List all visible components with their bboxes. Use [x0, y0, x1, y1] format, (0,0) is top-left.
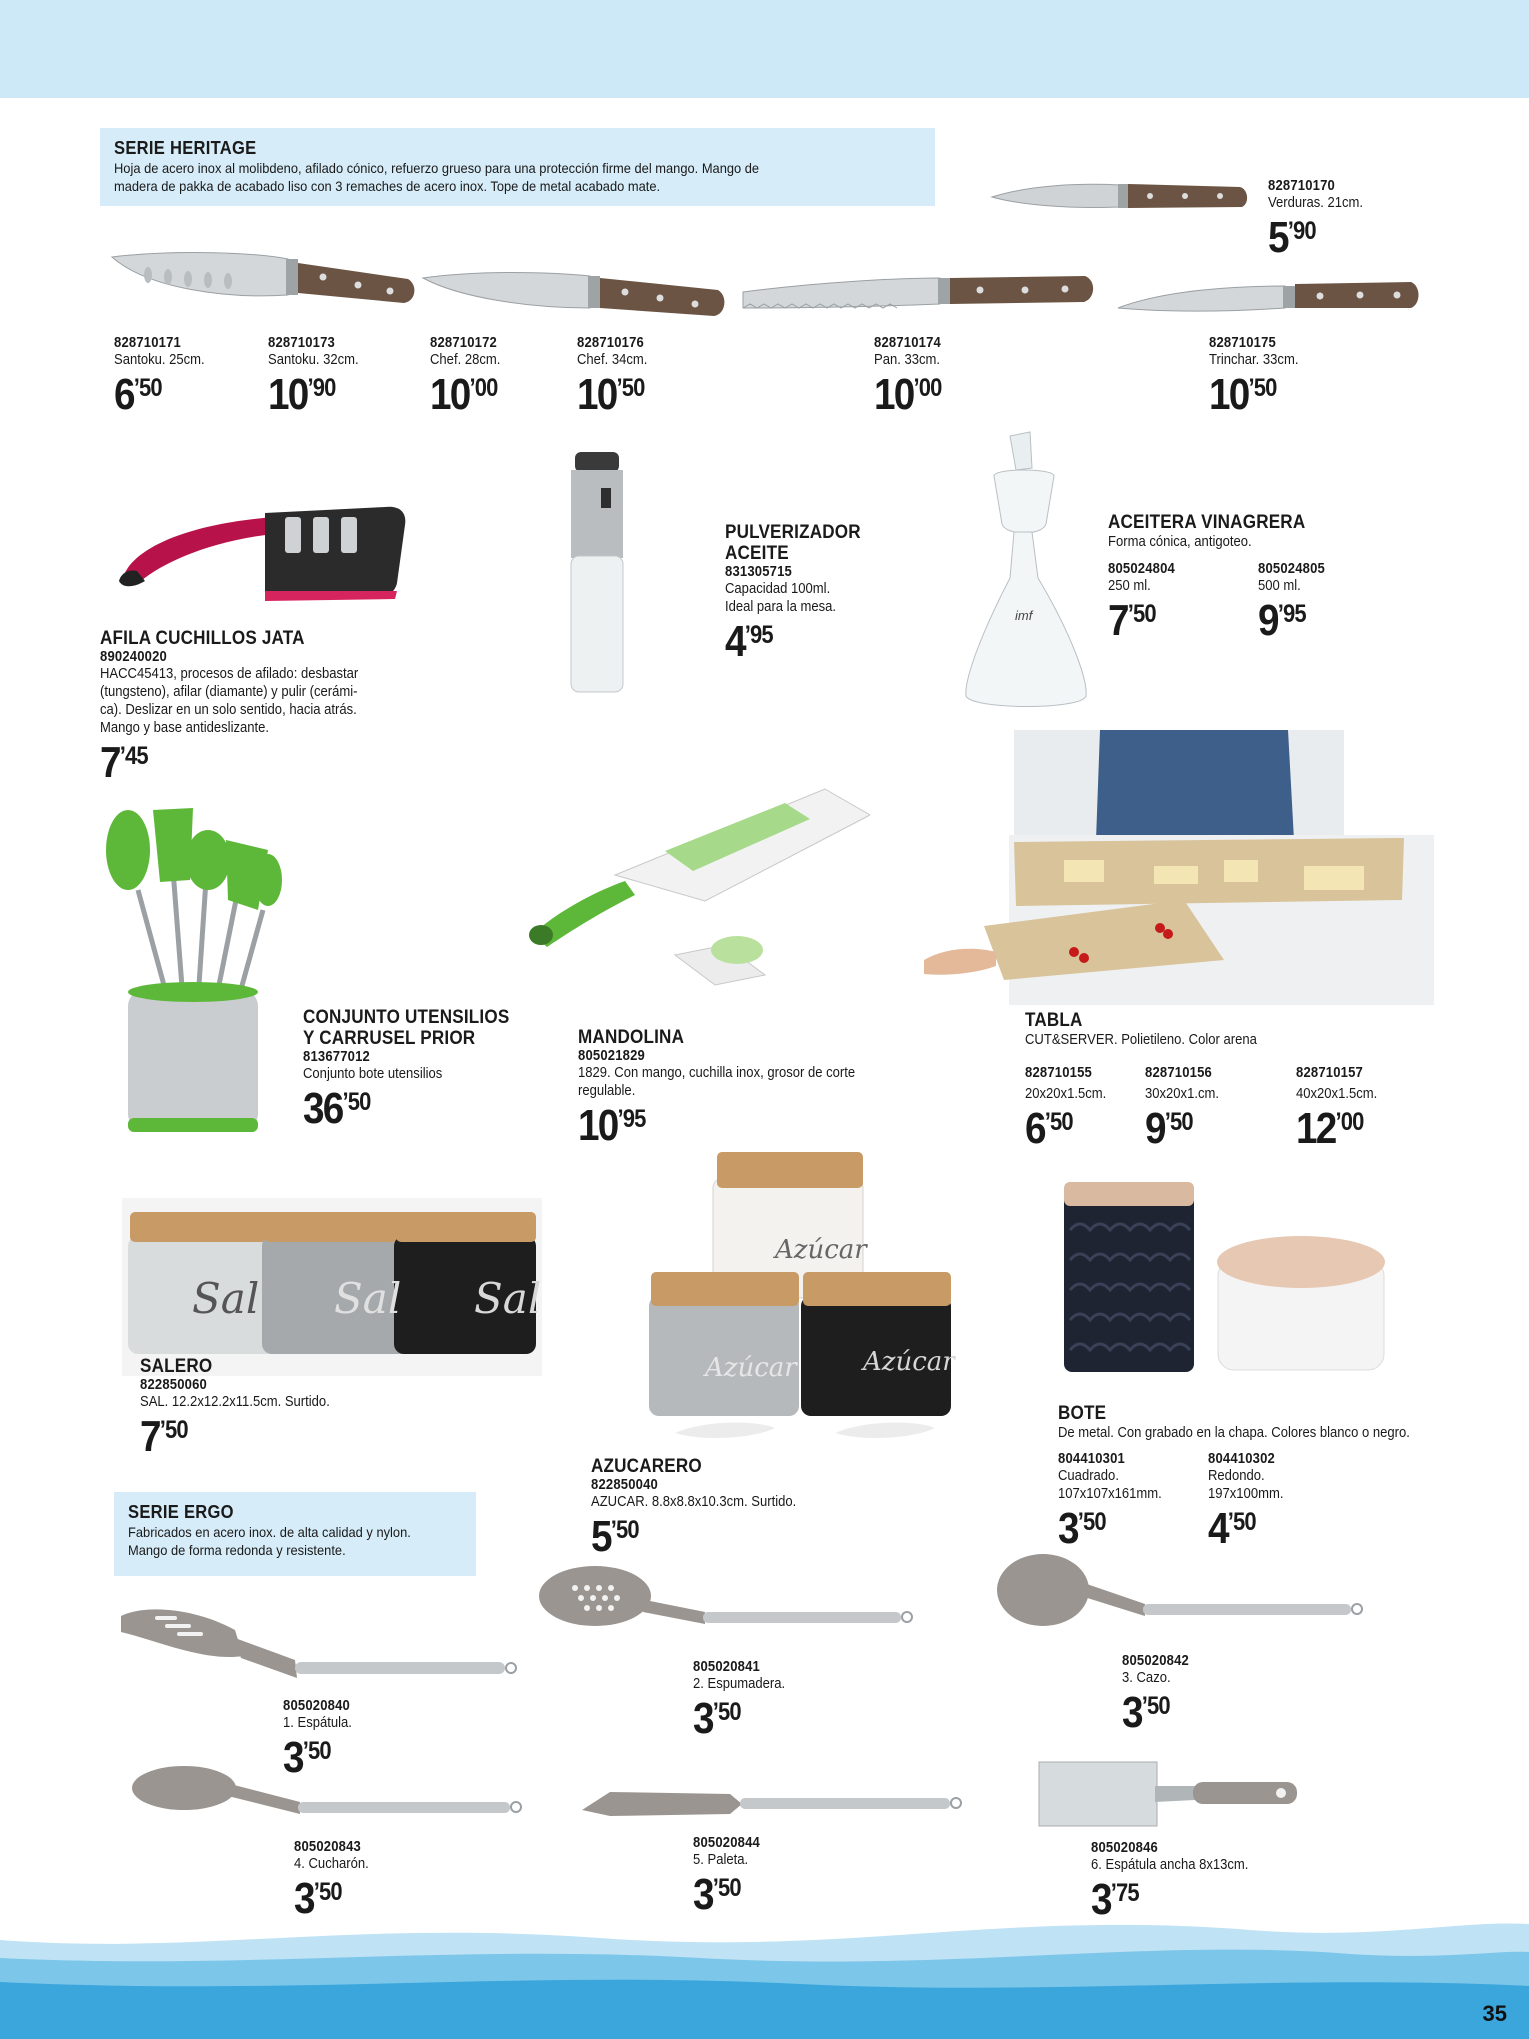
product-code: 805020842	[1122, 1653, 1189, 1669]
sugar-jar-text-1: Azúcar	[775, 1235, 867, 1265]
product-desc-1: Redondo.	[1208, 1468, 1265, 1484]
product-code: 805020846	[1091, 1840, 1158, 1856]
sugar-jar-text-2: Azúcar	[705, 1353, 797, 1383]
salero-desc: SAL. 12.2x12.2x11.5cm. Surtido.	[140, 1394, 330, 1410]
afila-price: 7’45	[100, 738, 148, 787]
product-desc: Chef. 34cm.	[577, 352, 648, 368]
product-805024805	[1258, 561, 1332, 643]
product-804410301	[1058, 1451, 1173, 1551]
product-code: 828710156	[1145, 1065, 1212, 1081]
product-828710172	[430, 335, 508, 417]
afila-desc-2: (tungsteno), afilar (diamante) y pulir (cerámi-	[100, 684, 358, 700]
aceitera-desc: Forma cónica, antigoteo.	[1108, 534, 1252, 550]
salt-jar-text-3: Sal	[474, 1274, 542, 1323]
pulverizador-code: 831305715	[725, 564, 792, 580]
knife-trinchar-image	[1115, 278, 1425, 320]
product-desc: 40x20x1.5cm.	[1296, 1086, 1378, 1102]
product-code: 828710171	[114, 335, 181, 351]
bottom-wave	[0, 1900, 1529, 2039]
bote-title: BOTE	[1058, 1403, 1107, 1424]
product-desc: 1. Espátula.	[283, 1715, 352, 1731]
bote-desc: De metal. Con grabado en la chapa. Colores blanco o negro.	[1058, 1425, 1410, 1441]
sugar-jar-text-3: Azúcar	[863, 1347, 955, 1377]
product-code: 828710155	[1025, 1065, 1092, 1081]
product-price: 3’50	[693, 1870, 741, 1919]
afila-code: 890240020	[100, 649, 167, 665]
product-828710174	[874, 335, 951, 417]
product-805020846	[1091, 1840, 1266, 1922]
pulverizador-title-1: PULVERIZADOR	[725, 522, 861, 543]
product-828710155	[1025, 1065, 1115, 1151]
afila-block	[100, 628, 387, 785]
product-desc: Santoku. 25cm.	[114, 352, 205, 368]
product-code: 828710175	[1209, 335, 1276, 351]
product-desc: Trinchar. 33cm.	[1209, 352, 1299, 368]
palette-knife-image	[580, 1782, 965, 1830]
top-band	[0, 0, 1529, 98]
product-code: 805024804	[1108, 561, 1175, 577]
mandolina-desc-2: regulable.	[578, 1083, 636, 1099]
product-desc: 6. Espátula ancha 8x13cm.	[1091, 1857, 1249, 1873]
product-price: 3’50	[693, 1694, 741, 1743]
afila-desc-1: HACC45413, procesos de afilado: desbastar	[100, 666, 359, 682]
azucarero-title: AZUCARERO	[591, 1456, 702, 1477]
cruet-brand: imf	[1015, 608, 1033, 623]
azucarero-desc: AZUCAR. 8.8x8.8x10.3cm. Surtido.	[591, 1494, 797, 1510]
pulverizador-block	[725, 522, 876, 664]
product-desc: 3. Cazo.	[1122, 1670, 1171, 1686]
product-price: 9’50	[1145, 1104, 1193, 1153]
salt-jar-text-2: Sal	[334, 1274, 402, 1323]
mandolina-code: 805021829	[578, 1048, 645, 1064]
mandolina-price: 10’95	[578, 1101, 646, 1150]
product-price: 10’00	[874, 370, 942, 419]
conjunto-desc: Conjunto bote utensilios	[303, 1066, 443, 1082]
product-805020843	[294, 1839, 377, 1921]
product-828710171	[114, 335, 215, 417]
tabla-desc: CUT&SERVER. Polietileno. Color arena	[1025, 1032, 1257, 1048]
ergo-description-1: Fabricados en acero inox. de alta calidad y nylon.	[128, 1524, 411, 1540]
product-desc: 2. Espumadera.	[693, 1676, 786, 1692]
product-805020842	[1122, 1653, 1196, 1735]
mandolina-title: MANDOLINA	[578, 1027, 685, 1048]
knife-sharpener-image	[115, 495, 430, 605]
conjunto-price: 36’50	[303, 1084, 371, 1133]
product-desc: 250 ml.	[1108, 578, 1151, 594]
product-desc-1: Cuadrado.	[1058, 1468, 1119, 1484]
wide-spatula-image	[1035, 1758, 1305, 1830]
product-code: 828710174	[874, 335, 941, 351]
product-desc: 20x20x1.5cm.	[1025, 1086, 1107, 1102]
spatula-image	[115, 1600, 520, 1690]
pulverizador-desc-1: Capacidad 100ml.	[725, 581, 831, 597]
product-code: 804410301	[1058, 1451, 1125, 1467]
heritage-title: SERIE HERITAGE	[114, 138, 257, 158]
product-code: 805020844	[693, 1835, 760, 1851]
conjunto-block	[303, 1007, 532, 1131]
conjunto-title-1: CONJUNTO UTENSILIOS	[303, 1007, 510, 1028]
salero-title: SALERO	[140, 1356, 213, 1377]
product-code: 804410302	[1208, 1451, 1275, 1467]
mandolina-block	[578, 1027, 886, 1148]
mandolina-desc-1: 1829. Con mango, cuchilla inox, grosor de corte	[578, 1065, 856, 1081]
product-desc: 500 ml.	[1258, 578, 1301, 594]
product-price: 3’75	[1091, 1875, 1139, 1924]
heritage-description-2: madera de pakka de acabado liso con 3 remaches de acero inox. Tope de metal acabado mate.	[114, 178, 661, 194]
bote-block	[1058, 1403, 1449, 1442]
product-code: 828710176	[577, 335, 644, 351]
product-price: 6’50	[114, 370, 162, 419]
knife-verduras-image	[990, 175, 1252, 220]
product-828710170	[1268, 178, 1374, 260]
product-price: 10’00	[430, 370, 498, 419]
product-code: 805020840	[283, 1698, 350, 1714]
product-code: 828710157	[1296, 1065, 1363, 1081]
product-828710175	[1209, 335, 1308, 417]
product-price: 3’50	[294, 1874, 342, 1923]
azucarero-price: 5’50	[591, 1512, 639, 1561]
product-desc: Santoku. 32cm.	[268, 352, 359, 368]
salt-jar-text-1: Sal	[192, 1274, 260, 1323]
knife-pan-image	[740, 268, 1100, 314]
heritage-description-1: Hoja de acero inox al molibdeno, afilado cónico, refuerzo grueso para una protección firme del mango. Mango de	[114, 160, 760, 176]
afila-desc-4: Mango y base antideslizante.	[100, 720, 270, 736]
conjunto-title-2: Y CARRUSEL PRIOR	[303, 1028, 476, 1049]
product-price: 3’50	[283, 1733, 331, 1782]
product-desc: Chef. 28cm.	[430, 352, 501, 368]
product-805024804	[1108, 561, 1182, 643]
skimmer-image	[535, 1562, 915, 1642]
product-828710157	[1296, 1065, 1386, 1151]
product-code: 828710172	[430, 335, 497, 351]
product-desc: 30x20x1.cm.	[1145, 1086, 1219, 1102]
salt-jars-image	[122, 1198, 542, 1376]
page-number: 35	[1482, 2001, 1507, 2026]
product-price: 7’50	[1108, 596, 1156, 645]
product-price: 6’50	[1025, 1104, 1073, 1153]
product-code: 805024805	[1258, 561, 1325, 577]
product-price: 3’50	[1122, 1688, 1170, 1737]
aceitera-title: ACEITERA VINAGRERA	[1108, 512, 1306, 533]
product-828710156	[1145, 1065, 1227, 1151]
product-code: 828710170	[1268, 178, 1335, 194]
knife-chef-image	[420, 268, 730, 320]
product-price: 3’50	[1058, 1504, 1106, 1553]
product-805020840	[283, 1698, 360, 1780]
product-desc-2: 197x100mm.	[1208, 1486, 1284, 1502]
product-price: 9’95	[1258, 596, 1306, 645]
oil-cruet-image	[958, 428, 1093, 713]
product-805020844	[693, 1835, 767, 1917]
conjunto-code: 813677012	[303, 1049, 370, 1065]
ergo-title: SERIE ERGO	[128, 1502, 234, 1522]
canisters-image	[1060, 1180, 1390, 1380]
product-price: 12’00	[1296, 1104, 1364, 1153]
product-desc: Verduras. 21cm.	[1268, 195, 1364, 211]
product-804410302	[1208, 1451, 1292, 1551]
sugar-jars-image	[645, 1148, 965, 1448]
product-code: 828710173	[268, 335, 335, 351]
product-price: 4’50	[1208, 1504, 1256, 1553]
salero-block	[140, 1356, 351, 1459]
aceitera-block	[1108, 512, 1327, 551]
azucarero-block	[591, 1456, 819, 1559]
pulverizador-title-2: ACEITE	[725, 543, 789, 564]
pulverizador-price: 4’95	[725, 617, 773, 666]
salero-code: 822850060	[140, 1377, 207, 1393]
product-price: 10’50	[577, 370, 645, 419]
oil-sprayer-image	[565, 448, 630, 698]
pulverizador-desc-2: Ideal para la mesa.	[725, 599, 836, 615]
azucarero-code: 822850040	[591, 1477, 658, 1493]
cutting-board-photo	[924, 730, 1434, 1005]
ergo-description-2: Mango de forma redonda y resistente.	[128, 1542, 346, 1558]
product-828710173	[268, 335, 369, 417]
product-code: 805020841	[693, 1659, 760, 1675]
tabla-block	[1025, 1010, 1283, 1049]
product-price: 10’90	[268, 370, 336, 419]
ladle-image	[995, 1548, 1365, 1638]
ergo-info-box	[114, 1492, 476, 1576]
product-805020841	[693, 1659, 795, 1741]
product-code: 805020843	[294, 1839, 361, 1855]
product-desc: 4. Cucharón.	[294, 1856, 369, 1872]
utensil-set-image	[98, 800, 283, 1140]
tabla-title: TABLA	[1025, 1010, 1083, 1031]
knife-santoku-25-image	[108, 245, 420, 311]
product-price: 10’50	[1209, 370, 1277, 419]
salero-price: 7’50	[140, 1412, 188, 1461]
product-desc: Pan. 33cm.	[874, 352, 941, 368]
heritage-info-box	[100, 128, 935, 206]
product-desc: 5. Paleta.	[693, 1852, 749, 1868]
mandoline-image	[525, 785, 870, 1005]
product-desc-2: 107x107x161mm.	[1058, 1486, 1162, 1502]
afila-desc-3: ca). Deslizar en un solo sentido, hacia atrás.	[100, 702, 357, 718]
product-price: 5’90	[1268, 213, 1316, 262]
afila-title: AFILA CUCHILLOS JATA	[100, 628, 305, 649]
product-828710176	[577, 335, 655, 417]
